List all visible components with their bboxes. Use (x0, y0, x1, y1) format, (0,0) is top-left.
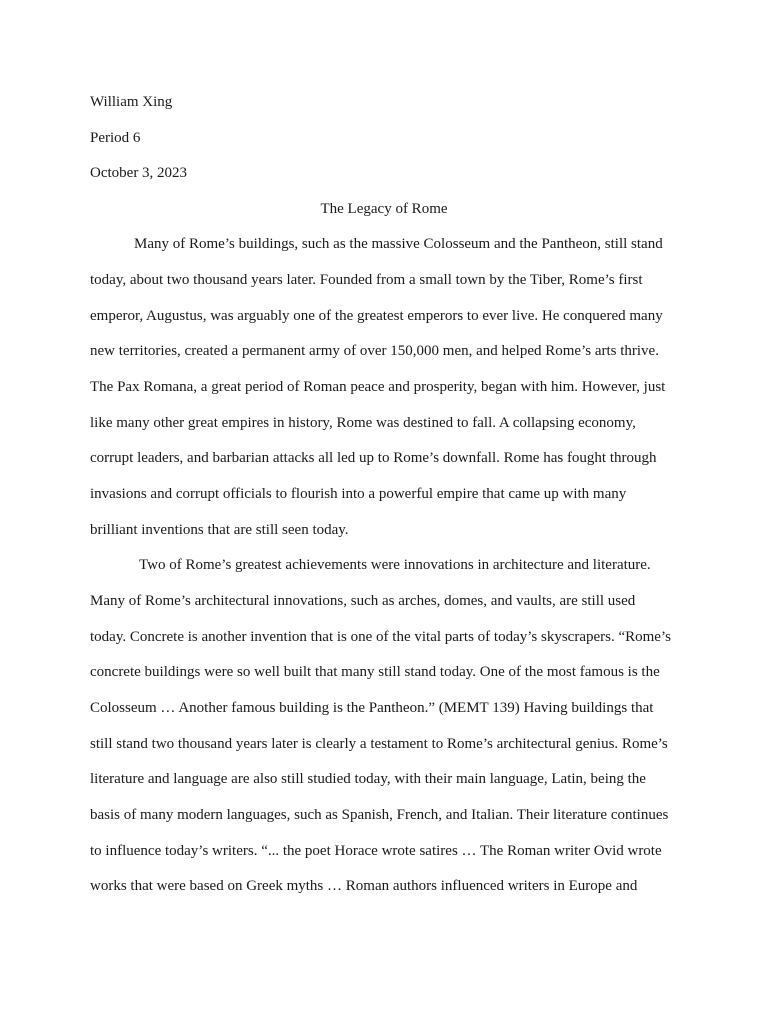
class-period: Period 6 (90, 130, 141, 146)
paragraph-2-line-3: today. Concrete is another invention that is one of the vital parts of today’s skyscrapers. “Rome’s (90, 629, 671, 645)
paragraph-1-line-6: like many other great empires in history, Rome was destined to fall. A collapsing economy, (90, 415, 636, 431)
paragraph-1-line-7: corrupt leaders, and barbarian attacks all led up to Rome’s downfall. Rome has fought through (90, 450, 657, 466)
essay-title: The Legacy of Rome (320, 201, 448, 217)
paragraph-2-line-5: Colosseum … Another famous building is the Pantheon.” (MEMT 139) Having buildings that (90, 700, 654, 716)
paragraph-1-line-4: new territories, created a permanent army of over 150,000 men, and helped Rome’s arts thrive. (90, 343, 659, 359)
paragraph-2-line-4: concrete buildings were so well built that many still stand today. One of the most famous is the (90, 664, 660, 680)
paragraph-1-line-2: today, about two thousand years later. Founded from a small town by the Tiber, Rome’s first (90, 272, 643, 288)
paragraph-2-line-10: works that were based on Greek myths … Roman authors influenced writers in Europe and (90, 878, 638, 894)
paragraph-1-line-5: The Pax Romana, a great period of Roman peace and prosperity, began with him. However, just (90, 379, 666, 395)
paragraph-2-line-9: to influence today’s writers. “... the poet Horace wrote satires … The Roman writer Ovid wrote (90, 843, 662, 859)
paragraph-2-line-6: still stand two thousand years later is clearly a testament to Rome’s architectural genius. Rome’s (90, 736, 668, 752)
paragraph-1-line-3: emperor, Augustus, was arguably one of the greatest emperors to ever live. He conquered many (90, 308, 663, 324)
paragraph-2-line-2: Many of Rome’s architectural innovations, such as arches, domes, and vaults, are still used (90, 593, 636, 609)
paragraph-2-line-8: basis of many modern languages, such as Spanish, French, and Italian. Their literature continues (90, 807, 669, 823)
paragraph-2-line-7: literature and language are also still studied today, with their main language, Latin, being the (90, 771, 646, 787)
essay-date: October 3, 2023 (90, 165, 188, 181)
paragraph-2-line-1: Two of Rome’s greatest achievements were innovations in architecture and literature. (139, 557, 651, 573)
paragraph-1-line-8: invasions and corrupt officials to flourish into a powerful empire that came up with many (90, 486, 627, 502)
paragraph-1-line-1: Many of Rome’s buildings, such as the massive Colosseum and the Pantheon, still stand (134, 236, 663, 252)
author-name: William Xing (90, 94, 173, 110)
paragraph-1-line-9: brilliant inventions that are still seen today. (90, 522, 349, 538)
